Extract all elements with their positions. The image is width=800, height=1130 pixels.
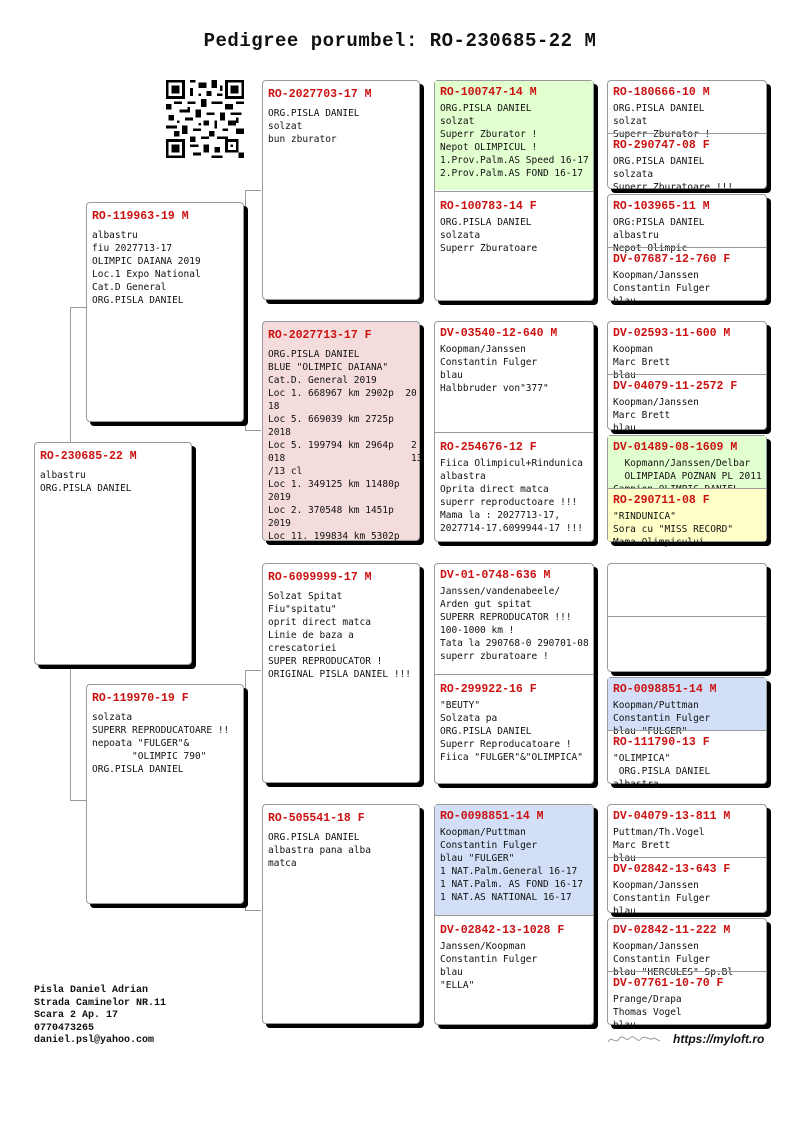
info-line: Superr Reproducatoare !	[440, 739, 572, 750]
info-line: Koopman/Puttman	[613, 700, 699, 711]
ring-number: RO-299922-16 F	[440, 683, 537, 696]
pigeon-card-gen2[interactable]	[262, 804, 420, 1024]
pigeon-card-gen3[interactable]	[435, 436, 593, 541]
info-line: Fiica Olimpicul+Rindunica	[440, 458, 583, 469]
pigeon-card-gen3[interactable]	[435, 805, 593, 915]
info-line: "BEUTY"	[440, 700, 481, 711]
ring-number: DV-07761-10-70 F	[613, 977, 724, 990]
info-line: Nepot OLIMPICUL !	[440, 142, 538, 153]
info-line: Loc 2. 370548 km 1451p	[268, 505, 394, 516]
pigeon-card-gen4[interactable]	[608, 919, 766, 978]
connector-line	[245, 430, 261, 431]
info-line: Marc Brett	[613, 357, 671, 368]
ring-number: DV-03540-12-640 M	[440, 327, 558, 340]
info-line: blau	[440, 370, 463, 381]
info-line: 1 NAT.Palm. AS FOND 16-17	[440, 879, 583, 890]
pigeon-card-gen4[interactable]	[608, 322, 766, 381]
info-line: ORG.PISLA DANIEL	[92, 295, 184, 306]
info-line: 2019	[268, 492, 291, 503]
info-line: crescatoriei	[268, 643, 337, 654]
owner-line: 0770473265	[34, 1022, 95, 1034]
info-line: Constantin Fulger	[440, 954, 538, 965]
owner-line: Strada Caminelor NR.11	[34, 997, 167, 1009]
info-line: OLIMPIC DAIANA 2019	[92, 256, 201, 267]
info-line: Constantin Fulger	[440, 357, 538, 368]
info-line: "ELLA"	[440, 980, 475, 991]
info-line: blau "FULGER"	[613, 726, 688, 737]
ring-number: RO-2027703-17 M	[268, 88, 372, 101]
pigeon-card-gen3[interactable]	[435, 678, 593, 783]
info-line: OLIMPIADA POZNAN PL 2011	[613, 471, 762, 482]
pigeon-pair-gen4	[607, 194, 767, 307]
ring-number: DV-01-0748-636 M	[440, 569, 551, 582]
info-line: BLUE "OLIMPIC DAIANA"	[268, 362, 389, 373]
info-line: ORG.PISLA DANIEL	[440, 103, 532, 114]
pigeon-card-gen4[interactable]	[608, 805, 766, 864]
info-line: 100-1000 km !	[440, 625, 515, 636]
info-line: blau "FULGER"	[440, 853, 515, 864]
info-line: Loc 1. 668967 km 2902p 20	[268, 388, 417, 399]
ring-number: RO-505541-18 F	[268, 812, 365, 825]
info-line: Koopman/Janssen	[613, 397, 699, 408]
pigeon-pair-gen4	[607, 80, 767, 193]
pigeon-card-dam[interactable]	[86, 684, 244, 904]
pigeon-card-sire[interactable]	[86, 202, 244, 422]
info-line: ORG.PISLA DANIEL	[40, 483, 132, 494]
info-line: Thomas Vogel	[613, 1007, 682, 1018]
ring-number: RO-111790-13 F	[613, 736, 710, 749]
signature-mark	[606, 1033, 662, 1047]
info-line: blau	[613, 296, 636, 307]
connector-line	[245, 190, 246, 430]
ring-number: RO-103965-11 M	[613, 200, 710, 213]
info-line: 2018	[268, 427, 291, 438]
info-line: blau "HERCULES" Sp.Bl	[613, 967, 734, 978]
info-line: ORG.PISLA DANIEL	[613, 156, 705, 167]
info-line: ORG.PISLA DANIEL	[268, 349, 360, 360]
info-line: "OLIMPIC 790"	[92, 751, 207, 762]
pigeon-pair-gen4	[607, 804, 767, 917]
divider	[435, 432, 593, 433]
info-line: 2.Prov.Palm.AS FOND 16-17	[440, 168, 583, 179]
ring-number: RO-2027713-17 F	[268, 329, 372, 342]
connector-line	[245, 670, 246, 910]
info-line: Solzat Spitat	[268, 591, 343, 602]
ring-number: RO-254676-12 F	[440, 441, 537, 454]
divider	[435, 915, 593, 916]
website-link[interactable]: https://myloft.ro	[673, 1032, 765, 1046]
pigeon-card-gen4[interactable]	[608, 731, 766, 790]
divider	[435, 674, 593, 675]
info-line: solzata	[613, 169, 654, 180]
ring-number: DV-04079-13-811 M	[613, 810, 731, 823]
info-line: Loc 1. 349125 km 11480p	[268, 479, 400, 490]
info-line: Tata la 290768-0 290701-08	[440, 638, 589, 649]
info-line: albastra	[613, 779, 659, 790]
ring-number: RO-180666-10 M	[613, 86, 710, 99]
ring-number: RO-290711-08 F	[613, 494, 710, 507]
pigeon-card-gen4[interactable]	[608, 489, 766, 548]
info-line: Fiica "FULGER"&"OLIMPICA"	[440, 752, 583, 763]
pigeon-card-gen3[interactable]	[435, 322, 593, 431]
info-line: Koopman/Janssen	[613, 941, 699, 952]
info-line: Sora cu "MISS RECORD"	[613, 524, 734, 535]
pigeon-card-gen4[interactable]	[608, 678, 766, 737]
info-line: Constantin Fulger	[613, 283, 711, 294]
info-line: ORG:PISLA DANIEL	[613, 217, 705, 228]
info-line: Linie de baza a	[268, 630, 354, 641]
divider	[435, 191, 593, 192]
pigeon-card-gen4[interactable]	[608, 436, 766, 488]
info-line: Mama la : 2027713-17,	[440, 510, 561, 521]
pigeon-card-gen4[interactable]	[608, 972, 766, 1031]
pigeon-pair-gen4	[607, 321, 767, 434]
info-line: ORG.PISLA DANIEL	[440, 217, 532, 228]
owner-email[interactable]: daniel.psl@yahoo.com	[34, 1035, 155, 1046]
pigeon-card-gen3[interactable]	[435, 564, 593, 669]
info-line: SUPERR REPRODUCATOR !!!	[440, 612, 572, 623]
info-line: Fiu"spitatu"	[268, 604, 337, 615]
pigeon-pair-gen4	[607, 563, 767, 672]
pigeon-card-gen4[interactable]	[608, 81, 766, 140]
info-line: 1.Prov.Palm.AS Speed 16-17	[440, 155, 589, 166]
info-line: solzata	[92, 712, 133, 723]
info-line: /13 cl	[268, 466, 303, 477]
info-line: albastra	[440, 471, 486, 482]
info-line: Kopmann/Janssen/Delbar	[613, 458, 751, 469]
info-line: Janssen/Koopman	[440, 941, 526, 952]
info-line: SUPERR REPRODUCATOARE !!	[92, 725, 230, 736]
info-line: Koopman/Janssen	[440, 344, 526, 355]
info-line: 018 13	[268, 453, 423, 464]
ring-number: RO-119970-19 F	[92, 692, 189, 705]
ring-number: RO-100783-14 F	[440, 200, 537, 213]
info-line: 2027714-17.6099944-17 !!!	[440, 523, 583, 534]
info-line: solzat	[440, 116, 475, 127]
pigeon-card-gen4-empty[interactable]	[608, 617, 766, 671]
ring-number: RO-0098851-14 M	[613, 683, 717, 696]
info-line: albastru	[613, 230, 659, 241]
info-line: Constantin Fulger	[613, 954, 711, 965]
pigeon-card-gen2[interactable]	[262, 80, 420, 300]
pigeon-card-gen3[interactable]	[435, 81, 593, 190]
ring-number: RO-290747-08 F	[613, 139, 710, 152]
info-line: Solzata pa	[440, 713, 498, 724]
info-line: 1 NAT.Palm.General 16-17	[440, 866, 578, 877]
info-line: 1 NAT.AS NATIONAL 16-17	[440, 892, 572, 903]
info-line: Loc 5. 199794 km 2964p 2	[268, 440, 417, 451]
pigeon-card-gen4[interactable]	[608, 134, 766, 193]
connector-line	[245, 670, 261, 671]
info-line: albastru	[92, 230, 138, 241]
pigeon-pair-gen4	[607, 918, 767, 1031]
info-line: bun zburator	[268, 134, 337, 145]
info-line: blau	[613, 853, 636, 864]
info-line: ORG.PISLA DANIEL	[92, 764, 184, 775]
ring-number: RO-119963-19 M	[92, 210, 189, 223]
info-line: Oprita direct matca	[440, 484, 549, 495]
info-line: fiu 2027713-17	[92, 243, 173, 254]
connector-line	[245, 190, 261, 191]
pigeon-card-subject[interactable]	[34, 442, 192, 665]
info-line: Marc Brett	[613, 410, 671, 421]
connector-line	[245, 910, 261, 911]
info-line: ORG.PISLA DANIEL	[268, 108, 360, 119]
info-line: ORIGINAL PISLA DANIEL !!!	[268, 669, 411, 680]
connector-line	[70, 307, 86, 308]
info-line: blau	[613, 906, 636, 917]
ring-number: DV-02842-13-1028 F	[440, 924, 565, 937]
info-line: oprit direct matca	[268, 617, 371, 628]
info-line: blau	[613, 370, 636, 381]
info-line: "OLIMPICA"	[613, 753, 671, 764]
ring-number: RO-0098851-14 M	[440, 810, 544, 823]
ring-number: RO-6099999-17 M	[268, 571, 372, 584]
pigeon-pair-gen3	[434, 563, 594, 784]
ring-number: RO-100747-14 M	[440, 86, 537, 99]
info-line: Cat.D General	[92, 282, 167, 293]
info-line: superr zburatoare !	[440, 651, 549, 662]
info-line: ORG.PISLA DANIEL	[268, 832, 360, 843]
info-line: SUPER REPRODUCATOR !	[268, 656, 383, 667]
pigeon-pair-gen3	[434, 80, 594, 301]
info-line: Loc.1 Expo National	[92, 269, 201, 280]
info-line: albastra pana alba	[268, 845, 371, 856]
pigeon-card-gen4[interactable]	[608, 248, 766, 307]
pigeon-card-gen2[interactable]	[262, 563, 420, 783]
info-line: Koopman	[613, 344, 654, 355]
info-line: Constantin Fulger	[613, 893, 711, 904]
info-line: 2019	[268, 518, 291, 529]
info-line: blau	[440, 967, 463, 978]
info-line: Koopman/Janssen	[613, 880, 699, 891]
info-line: Constantin Fulger	[613, 713, 711, 724]
pigeon-pair-gen4	[607, 677, 767, 790]
info-line: Mama Olimpicului	[613, 537, 705, 548]
qr-code-icon[interactable]	[166, 80, 244, 158]
ring-number: DV-02842-13-643 F	[613, 863, 731, 876]
ring-number: DV-04079-11-2572 F	[613, 380, 738, 393]
connector-line	[70, 800, 86, 801]
info-line: ORG.PISLA DANIEL	[440, 726, 532, 737]
info-line: Nepot Olimpic	[613, 243, 688, 254]
info-line: blau	[613, 423, 636, 434]
info-line: Cat.D. General 2019	[268, 375, 377, 386]
info-line: superr reproductoare !!!	[440, 497, 578, 508]
info-line: Loc 5. 669039 km 2725p	[268, 414, 394, 425]
info-line: 18	[268, 401, 280, 412]
ring-number: DV-01489-08-1609 M	[613, 441, 738, 454]
pigeon-pair-gen4	[607, 435, 767, 548]
pigeon-card-gen4[interactable]	[608, 195, 766, 254]
info-line: Janssen/vandenabeele/	[440, 586, 561, 597]
owner-line: Pisla Daniel Adrian	[34, 985, 149, 996]
ring-number: DV-02593-11-600 M	[613, 327, 731, 340]
info-line: Koopman/Janssen	[613, 270, 699, 281]
ring-number: DV-07687-12-760 F	[613, 253, 731, 266]
pigeon-pair-gen3	[434, 804, 594, 1025]
info-line: ORG.PISLA DANIEL	[613, 766, 711, 777]
info-line: Puttman/Th.Vogel	[613, 827, 705, 838]
info-line: solzata	[440, 230, 481, 241]
info-line: Superr Zburator !	[613, 129, 711, 140]
pigeon-card-gen4[interactable]	[608, 375, 766, 434]
info-line: Marc Brett	[613, 840, 671, 851]
info-line: Superr Zburator !	[440, 129, 538, 140]
info-line: Arden gut spitat	[440, 599, 532, 610]
pigeon-card-gen3[interactable]	[435, 195, 593, 300]
ring-number: RO-230685-22 M	[40, 450, 137, 463]
info-line: Koopman/Puttman	[440, 827, 526, 838]
info-line: Superr Zburatoare	[440, 243, 538, 254]
info-line: ORG.PISLA DANIEL	[613, 103, 705, 114]
page-title: Pedigree porumbel: RO-230685-22 M	[203, 30, 597, 52]
pigeon-card-gen2[interactable]	[262, 321, 423, 542]
info-line: Prange/Drapa	[613, 994, 682, 1005]
owner-contact	[34, 985, 166, 1048]
owner-line: Scara 2 Ap. 17	[34, 1010, 119, 1021]
ring-number: DV-02842-11-222 M	[613, 924, 731, 937]
pigeon-card-gen4-empty[interactable]	[608, 564, 766, 616]
pigeon-pair-gen3	[434, 321, 594, 542]
info-line: Loc 11. 199834 km 5302p	[268, 531, 400, 542]
pigeon-card-gen4[interactable]	[608, 858, 766, 917]
pigeon-card-gen3[interactable]	[435, 919, 593, 1024]
info-line: blau	[613, 1020, 636, 1031]
info-line: Superr Zburatoare !!!	[613, 182, 734, 193]
info-line: solzat	[268, 121, 303, 132]
info-line: albastru	[40, 470, 86, 481]
info-line: "RINDUNICA"	[613, 511, 676, 522]
info-line: Halbbruder von"377"	[440, 383, 549, 394]
info-line: nepoata "FULGER"&	[92, 738, 190, 749]
info-line: matca	[268, 858, 297, 869]
info-line: Constantin Fulger	[440, 840, 538, 851]
info-line: solzat	[613, 116, 648, 127]
